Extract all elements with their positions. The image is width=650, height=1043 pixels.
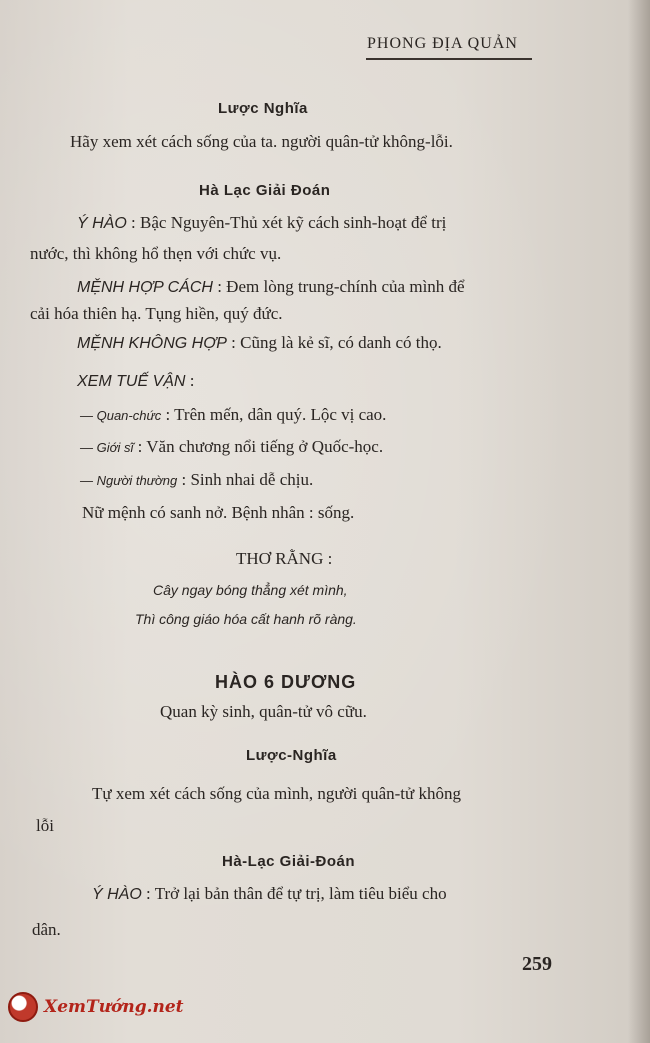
quan-chuc-line [80, 404, 386, 427]
quan-chuc-label: — Quan-chức [80, 408, 162, 423]
menh-hop-text: : Đem lòng trung-chính của mình để [217, 277, 465, 296]
luoc-nghia-2-line-2: lỗi [36, 816, 54, 835]
header-rule [366, 58, 532, 60]
page-edge-shadow [628, 0, 650, 1043]
menh-hop-line [77, 276, 465, 299]
section-heading-luoc-nghia: Lược Nghĩa [218, 100, 308, 117]
nguoi-thuong-label: — Người thường [80, 473, 178, 488]
hao-6-heading: HÀO 6 DƯƠNG [215, 672, 357, 692]
gioi-si-label: — Giới sĩ [80, 440, 134, 455]
hao-6-text: Quan kỳ sinh, quân-tử vô cữu. [160, 702, 367, 721]
yin-yang-icon [8, 992, 38, 1022]
running-header: PHONG ĐỊA QUẢN [367, 35, 518, 52]
quan-chuc-text: : Trên mến, dân quý. Lộc vị cao. [165, 405, 387, 424]
section-heading-ha-lac-2: Hà-Lạc Giải-Đoán [222, 853, 356, 870]
nguoi-thuong-text: : Sinh nhai dễ chịu. [181, 470, 314, 489]
xem-tue-label: XEM TUẾ VẬN [77, 373, 186, 390]
poem-line-2: Thì công giáo hóa cất hanh rõ ràng. [135, 611, 357, 627]
site-watermark [8, 990, 184, 1024]
xem-tue-line [77, 370, 194, 393]
y-hao-label: Ý HÀO [77, 215, 127, 232]
section-heading-luoc-nghia-2: Lược-Nghĩa [246, 747, 337, 764]
gioi-si-text: : Văn chương nổi tiếng ở Quốc-học. [137, 437, 384, 456]
y-hao-2-label: Ý HÀO [92, 886, 142, 903]
menh-hop-label: MỆNH HỢP CÁCH [77, 279, 213, 296]
y-hao-text: : Bậc Nguyên-Thủ xét kỹ cách sinh-hoạt để trị [131, 213, 447, 232]
watermark-text: XemTướng.net [44, 997, 184, 1017]
menh-khong-line [77, 332, 442, 355]
luoc-nghia-2-line-1: Tự xem xét cách sống của mình, người quân-tử không [92, 784, 461, 803]
section-heading-ha-lac: Hà Lạc Giải Đoán [199, 182, 331, 199]
gioi-si-line [80, 436, 383, 459]
menh-khong-text: : Cũng là kẻ sĩ, có danh có thọ. [231, 333, 442, 352]
menh-hop-continuation: cải hóa thiên hạ. Tụng hiền, quý đức. [30, 304, 283, 323]
poem-heading: THƠ RẰNG : [236, 549, 333, 568]
menh-khong-label: MỆNH KHÔNG HỢP [77, 335, 227, 352]
y-hao-2-line [92, 883, 447, 906]
y-hao-2-text: : Trở lại bản thân để tự trị, làm tiêu biểu cho [146, 884, 447, 903]
poem-line-1: Cây ngay bóng thẳng xét mình, [153, 582, 348, 598]
page-number: 259 [522, 953, 552, 975]
nguoi-thuong-line [80, 469, 313, 492]
paragraph-luoc-nghia: Hãy xem xét cách sống của ta. người quân-tử không-lỗi. [70, 132, 453, 151]
y-hao-continuation: nước, thì không hổ thẹn với chức vụ. [30, 244, 282, 263]
y-hao-line [77, 212, 446, 235]
nu-menh-line: Nữ mệnh có sanh nở. Bệnh nhân : sống. [82, 503, 355, 522]
xem-tue-colon: : [189, 371, 195, 390]
y-hao-2-continuation: dân. [32, 920, 61, 939]
